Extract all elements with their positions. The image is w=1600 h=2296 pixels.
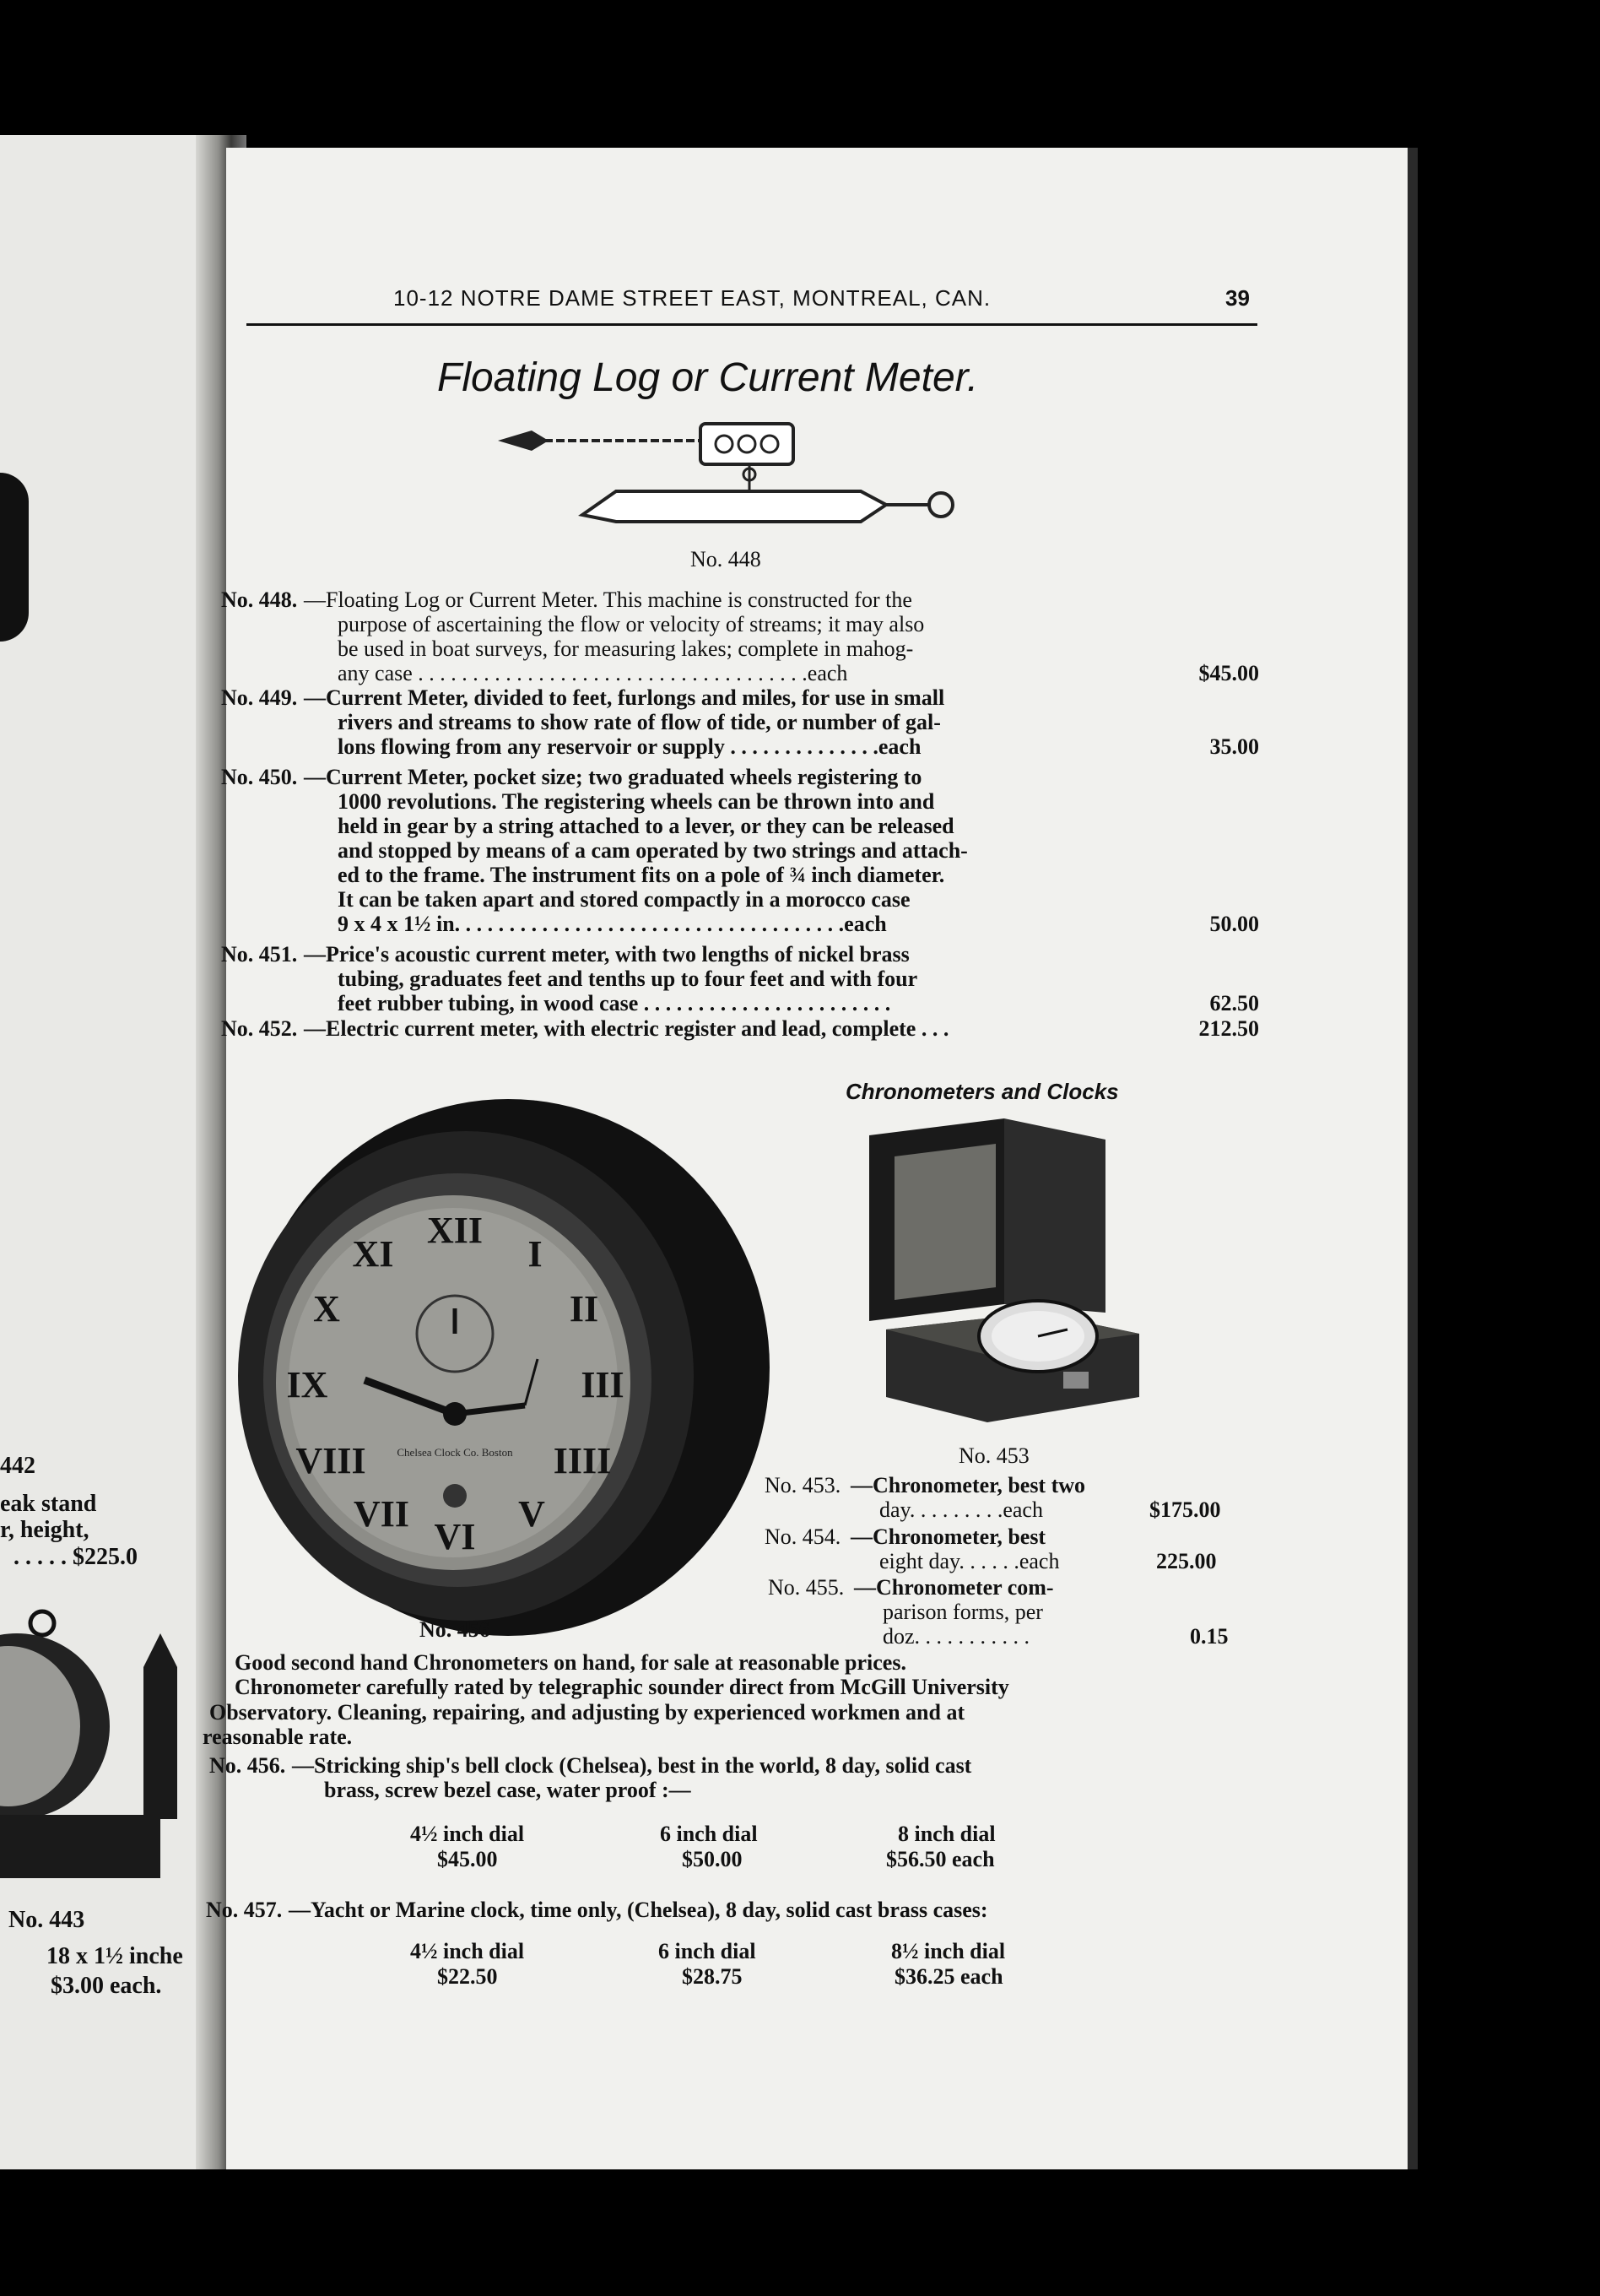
item-line: held in gear by a string attached to a lever, or they can be released	[338, 814, 954, 838]
left-page-dark-ornament	[0, 473, 29, 642]
item-number: No. 448.	[221, 588, 298, 612]
paragraph-line: Chronometer carefully rated by telegraphic sounder direct from McGill University	[235, 1675, 1009, 1699]
chronometer-455-line: —Chronometer com-	[854, 1575, 1054, 1600]
item-line: —Electric current meter, with electric register and lead, complete . . .	[304, 1016, 949, 1041]
item-line: —Current Meter, pocket size; two graduated wheels registering to	[304, 765, 922, 789]
left-fragment-price: . . . . . $225.0	[14, 1544, 138, 1570]
item-456-dial-size: 8 inch dial	[898, 1822, 996, 1846]
item-price: $45.00	[1198, 661, 1259, 685]
chronometer-box-illustration	[869, 1118, 1148, 1439]
item-line: be used in boat surveys, for measuring lakes; complete in mahog-	[338, 636, 914, 661]
item-price: 50.00	[1209, 912, 1259, 936]
svg-text:VI: VI	[434, 1516, 476, 1557]
item-457-dial-size: 6 inch dial	[658, 1939, 756, 1963]
item-line: —Current Meter, divided to feet, furlongs and miles, for use in small	[304, 685, 945, 710]
item-456-line: —Stricking ship's bell clock (Chelsea), best in the world, 8 day, solid cast	[292, 1753, 972, 1778]
section-title-chronometers: Chronometers and Clocks	[846, 1079, 1119, 1104]
chronometer-454-price: 225.00	[1156, 1549, 1217, 1573]
svg-text:IIII: IIII	[553, 1440, 612, 1481]
svg-text:VIII: VIII	[295, 1440, 366, 1481]
left-size: 18 x 1½ inche	[46, 1943, 183, 1969]
left-fragment-number: 442	[0, 1453, 35, 1479]
header-rule	[246, 323, 1257, 326]
item-456-dial-price: $50.00	[682, 1847, 743, 1871]
item-456-dial-price: $56.50 each	[886, 1847, 995, 1871]
item-456-dial-size: 6 inch dial	[660, 1822, 758, 1846]
left-fragment-height: r, height,	[0, 1517, 89, 1543]
paragraph-line: reasonable rate.	[203, 1725, 353, 1749]
item-line: 9 x 4 x 1½ in. . . . . . . . . . . . . . . . . . . . . . . . . . . . . . . . . . . .each	[338, 912, 887, 936]
clock-face-text: Chelsea Clock Co. Boston	[397, 1446, 513, 1459]
chronometer-453-line: —Chronometer, best two	[851, 1473, 1086, 1497]
item-457-dial-price: $22.50	[437, 1964, 498, 1989]
chronometer-454-number: No. 454.	[765, 1524, 841, 1549]
svg-text:III: III	[581, 1364, 624, 1405]
chronometer-454-line: —Chronometer, best	[851, 1524, 1046, 1549]
item-line: 1000 revolutions. The registering wheels can be thrown into and	[338, 789, 935, 814]
item-457-dial-size: 4½ inch dial	[410, 1939, 525, 1963]
page-number: 39	[1225, 285, 1250, 311]
left-caption-443: No. 443	[8, 1907, 85, 1933]
figure-448-caption: No. 448	[690, 547, 761, 571]
chronometer-455-number: No. 455.	[768, 1575, 845, 1600]
item-number: No. 450.	[221, 765, 298, 789]
item-line: purpose of ascertaining the flow or velocity of streams; it may also	[338, 612, 925, 636]
item-457-number: No. 457.	[206, 1898, 283, 1922]
chronometer-455-price: 0.15	[1190, 1624, 1229, 1649]
item-number: No. 449.	[221, 685, 298, 710]
item-457-dial-price: $28.75	[682, 1964, 743, 1989]
chronometer-454-line: eight day. . . . . .each	[879, 1549, 1060, 1573]
svg-text:V: V	[518, 1493, 545, 1535]
item-price: 35.00	[1209, 734, 1259, 759]
page-title: Floating Log or Current Meter.	[437, 355, 979, 400]
item-line: —Floating Log or Current Meter. This machine is constructed for the	[304, 588, 912, 612]
item-456-number: No. 456.	[209, 1753, 286, 1778]
item-457-line: —Yacht or Marine clock, time only, (Chelsea), 8 day, solid cast brass cases:	[289, 1898, 988, 1922]
item-number: No. 451.	[221, 942, 298, 967]
item-456-dial-size: 4½ inch dial	[410, 1822, 525, 1846]
svg-text:XII: XII	[426, 1210, 484, 1251]
chronometer-453-line: day. . . . . . . . .each	[879, 1497, 1043, 1522]
item-456-line: brass, screw bezel case, water proof :—	[324, 1778, 691, 1802]
item-price: 212.50	[1198, 1016, 1259, 1041]
paragraph-line: Observatory. Cleaning, repairing, and adjusting by experienced workmen and at	[209, 1700, 965, 1725]
item-456-dial-price: $45.00	[437, 1847, 498, 1871]
item-number: No. 452.	[221, 1016, 298, 1041]
figure-456-caption: No. 456	[419, 1617, 490, 1642]
item-line: ed to the frame. The instrument fits on a pole of ¾ inch diameter.	[338, 863, 945, 887]
item-line: tubing, graduates feet and tenths up to four feet and with four	[338, 967, 918, 991]
svg-text:XI: XI	[352, 1233, 394, 1275]
left-lamp-illustration	[0, 1608, 203, 1887]
svg-text:VII: VII	[353, 1493, 410, 1535]
ships-clock-illustration	[213, 1097, 771, 1638]
item-line: It can be taken apart and stored compactly in a morocco case	[338, 887, 911, 912]
chronometer-453-price: $175.00	[1149, 1497, 1221, 1522]
item-line: —Price's acoustic current meter, with two lengths of nickel brass	[304, 942, 910, 967]
item-line: lons flowing from any reservoir or supply . . . . . . . . . . . . . .each	[338, 734, 922, 759]
item-457-dial-size: 8½ inch dial	[891, 1939, 1006, 1963]
chronometer-453-number: No. 453.	[765, 1473, 841, 1497]
svg-text:IX: IX	[286, 1364, 328, 1405]
svg-text:I: I	[527, 1233, 543, 1275]
svg-text:X: X	[313, 1288, 340, 1329]
paragraph-line: Good second hand Chronometers on hand, for sale at reasonable prices.	[235, 1650, 906, 1675]
item-price: 62.50	[1209, 991, 1259, 1015]
svg-text:II: II	[569, 1288, 599, 1329]
item-line: rivers and streams to show rate of flow of tide, or number of gal-	[338, 710, 941, 734]
item-line: feet rubber tubing, in wood case . . . . . . . . . . . . . . . . . . . . . . .	[338, 991, 891, 1015]
chronometer-455-line: doz. . . . . . . . . . .	[883, 1624, 1030, 1649]
chronometer-455-line: parison forms, per	[883, 1600, 1043, 1624]
item-line: any case . . . . . . . . . . . . . . . . . . . . . . . . . . . . . . . . . . . .each	[338, 661, 848, 685]
header-address: 10-12 NOTRE DAME STREET EAST, MONTREAL, CAN.	[393, 285, 992, 311]
left-fragment-stand: eak stand	[0, 1491, 97, 1517]
figure-453-caption: No. 453	[959, 1443, 1030, 1468]
item-457-dial-price: $36.25 each	[895, 1964, 1003, 1989]
floating-log-illustration	[498, 414, 970, 549]
page-edge	[1408, 148, 1418, 2169]
item-line: and stopped by means of a cam operated by two strings and attach-	[338, 838, 968, 863]
left-price: $3.00 each.	[51, 1973, 162, 1999]
